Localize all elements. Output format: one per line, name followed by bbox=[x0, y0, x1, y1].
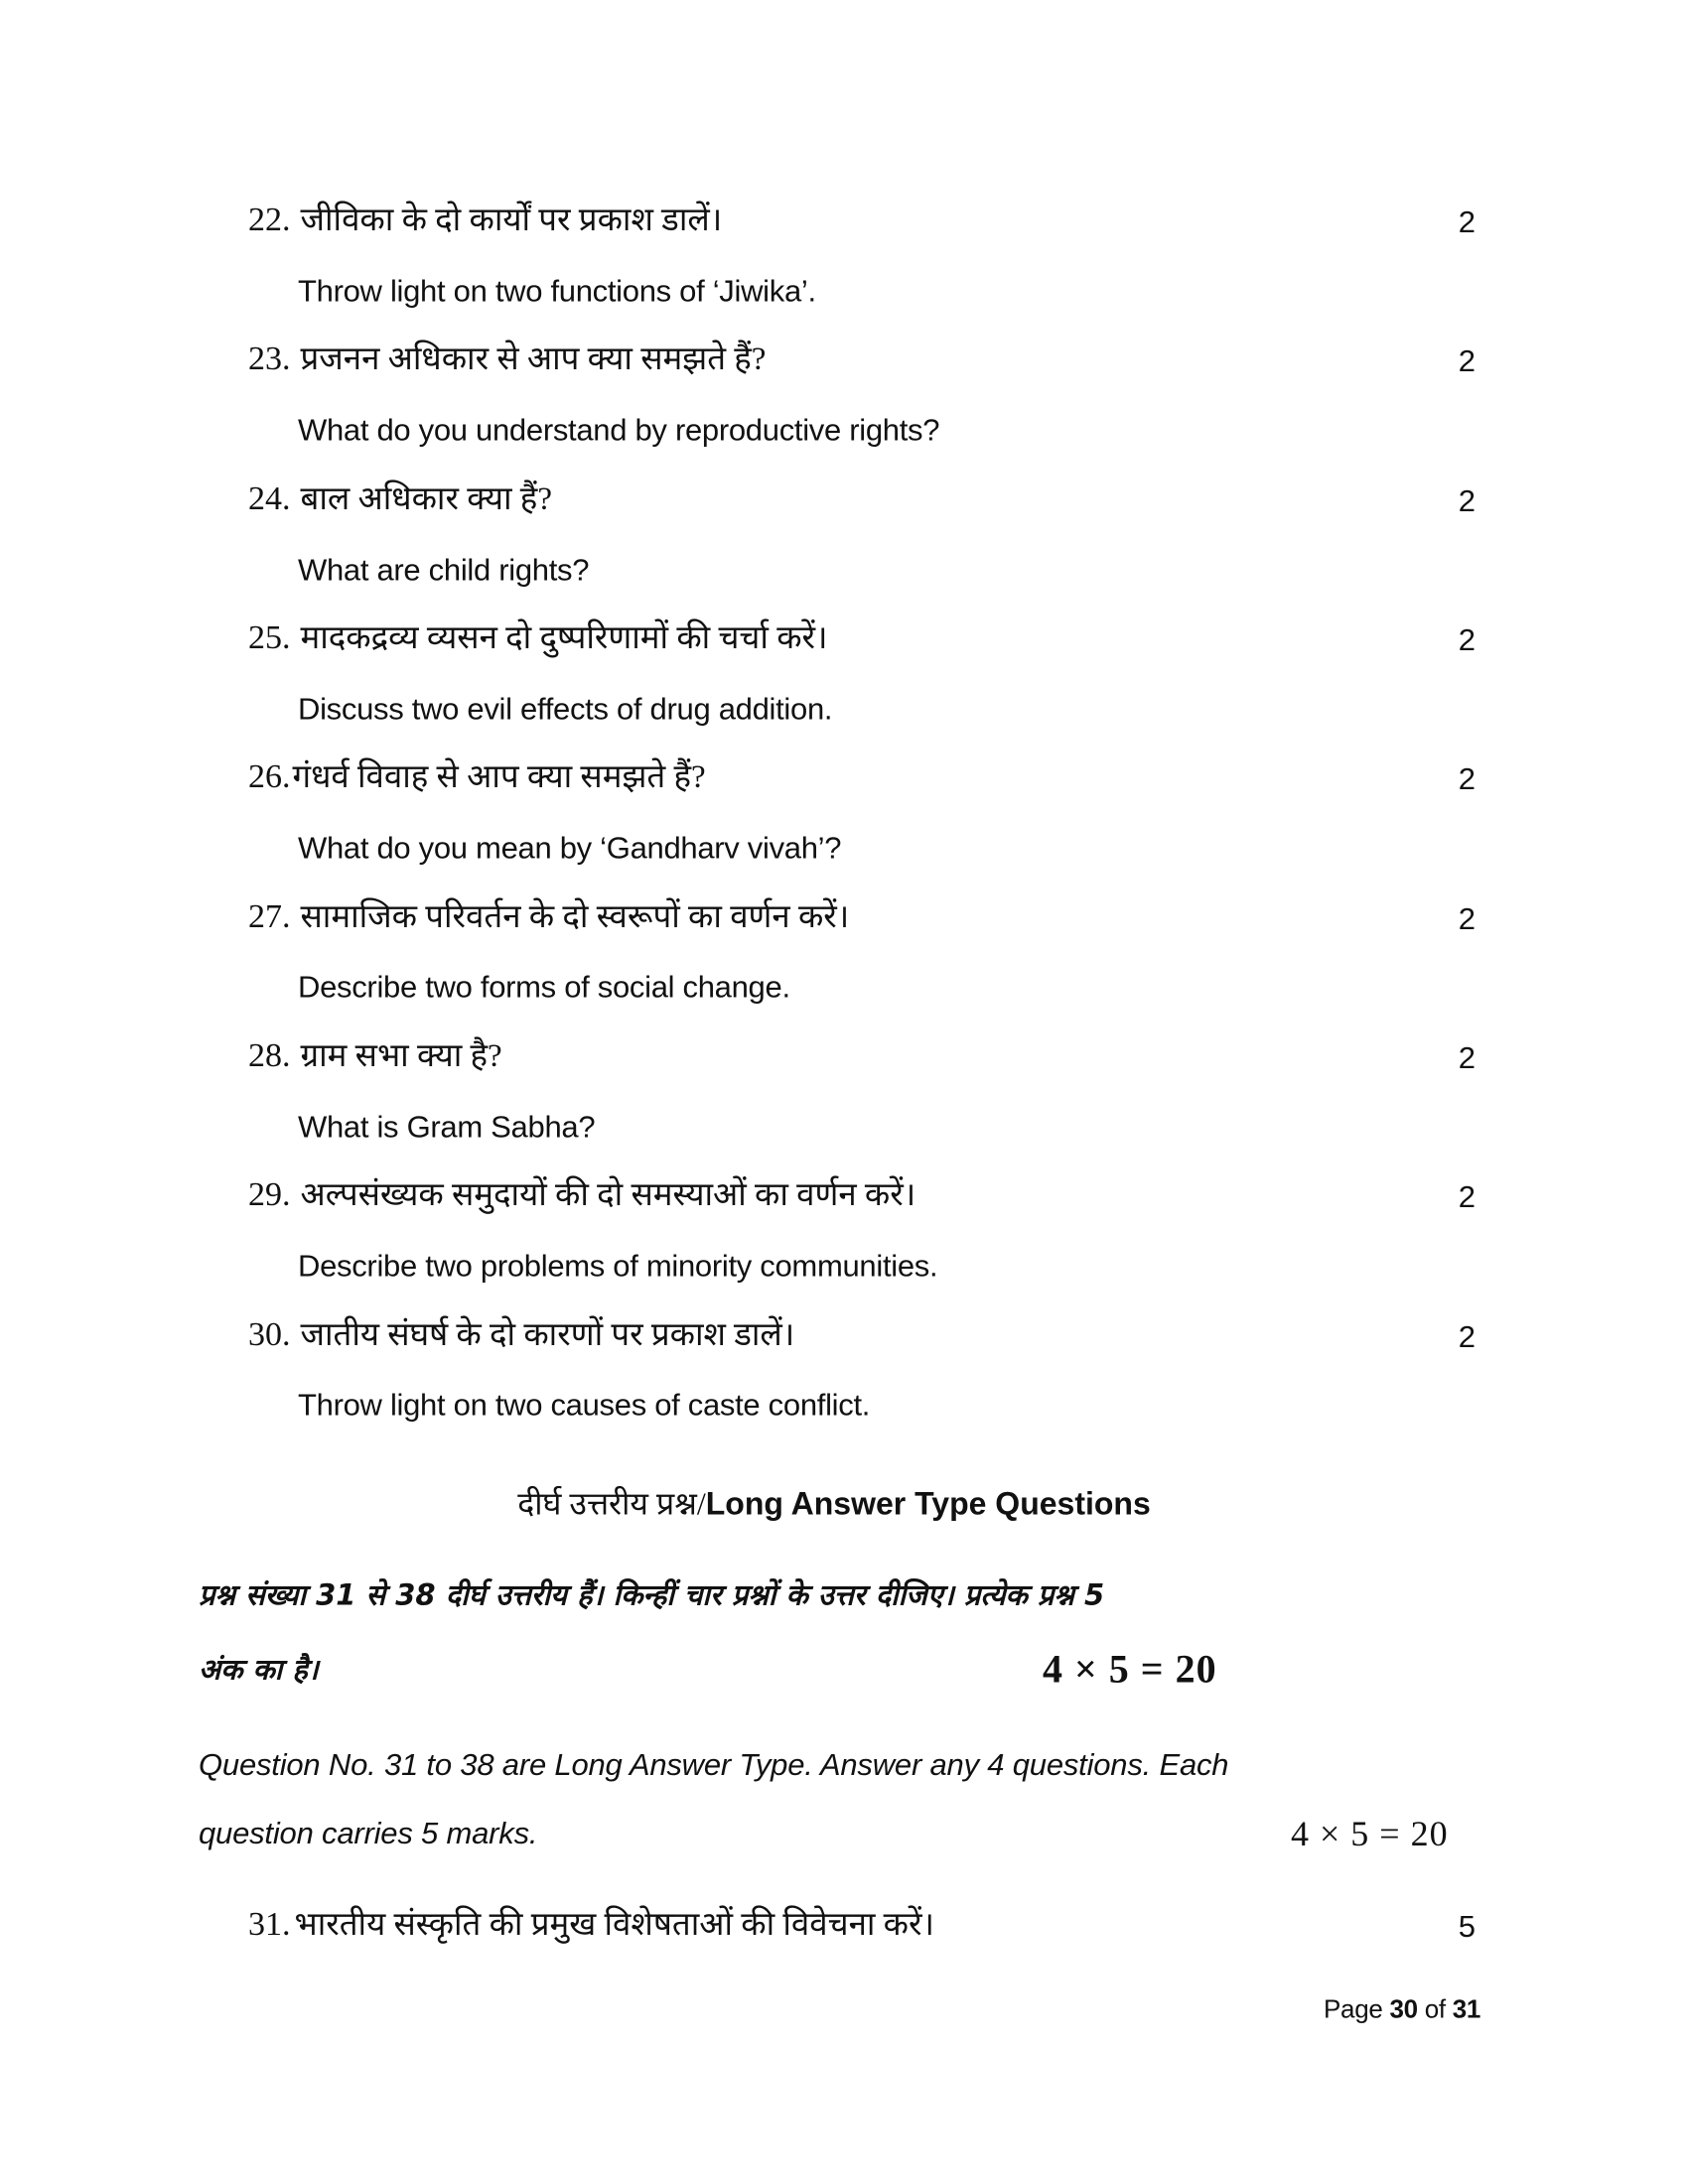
question-number: 30. bbox=[248, 1316, 291, 1353]
question-text-english: Throw light on two functions of ‘Jiwika’. bbox=[298, 273, 816, 309]
question-text-hindi: गंधर्व विवाह से आप क्या समझते हैं? bbox=[292, 759, 706, 795]
question-text-hindi: सामाजिक परिवर्तन के दो स्वरूपों का वर्णन करें। bbox=[300, 899, 850, 935]
section-heading-english: Long Answer Type Questions bbox=[705, 1485, 1151, 1522]
question-text-english: Describe two problems of minority communities. bbox=[298, 1248, 938, 1284]
question-hindi bbox=[248, 482, 552, 516]
instruction-hindi-line1: प्रश्न संख्या 31 से 38 दीर्घ उत्तरीय हैं। किन्हीं चार प्रश्नों के उत्तर दीजिए। प्रत्येक प्रश्न 5 bbox=[199, 1577, 1105, 1612]
question-text-english: What are child rights? bbox=[298, 552, 590, 588]
question-text-english: Throw light on two causes of caste conflict. bbox=[298, 1387, 871, 1423]
question-text-english: What is Gram Sabha? bbox=[298, 1109, 596, 1145]
page-number bbox=[1324, 1994, 1480, 2025]
page-middle: of bbox=[1417, 1993, 1453, 2024]
question-text-hindi: प्रजनन अधिकार से आप क्या समझते हैं? bbox=[300, 341, 767, 377]
question-marks: 2 bbox=[1458, 1179, 1476, 1214]
question-hindi bbox=[248, 1908, 934, 1942]
page-prefix: Page bbox=[1324, 1993, 1390, 2024]
question-marks: 2 bbox=[1458, 622, 1476, 657]
question-marks: 2 bbox=[1458, 761, 1476, 796]
question-hindi bbox=[248, 760, 706, 794]
question-hindi bbox=[248, 900, 849, 934]
question-number: 24. bbox=[248, 480, 291, 517]
question-text-hindi: ग्राम सभा क्या है? bbox=[300, 1038, 502, 1074]
question-marks: 2 bbox=[1458, 205, 1476, 239]
question-hindi bbox=[248, 1178, 915, 1212]
question-number: 22. bbox=[248, 202, 291, 238]
question-text-hindi: भारतीय संस्कृति की प्रमुख विशेषताओं की विवेचना करें। bbox=[294, 1907, 935, 1943]
instruction-hindi-line2: अंक का है। bbox=[199, 1652, 319, 1687]
question-number: 28. bbox=[248, 1037, 291, 1074]
instruction-english-line2: question carries 5 marks. bbox=[199, 1816, 538, 1850]
question-number: 23. bbox=[248, 341, 291, 377]
question-number: 31. bbox=[248, 1906, 291, 1943]
page-total: 31 bbox=[1452, 1993, 1481, 2024]
question-marks: 5 bbox=[1458, 1909, 1476, 1944]
page-current: 30 bbox=[1389, 1993, 1418, 2024]
section-heading bbox=[0, 1482, 1668, 1525]
question-number: 25. bbox=[248, 619, 291, 656]
question-number: 29. bbox=[248, 1176, 291, 1213]
question-hindi bbox=[248, 342, 766, 376]
question-marks: 2 bbox=[1458, 483, 1476, 518]
question-hindi bbox=[248, 204, 722, 237]
question-number: 27. bbox=[248, 898, 291, 935]
question-marks: 2 bbox=[1458, 901, 1476, 936]
marks-formula: 4 × 5 = 20 bbox=[1291, 1814, 1449, 1853]
section-heading-hindi: दीर्घ उत्तरीय प्रश्न/ bbox=[517, 1485, 706, 1522]
question-hindi bbox=[248, 1318, 794, 1352]
question-marks: 2 bbox=[1458, 343, 1476, 378]
question-text-hindi: जातीय संघर्ष के दो कारणों पर प्रकाश डालें। bbox=[300, 1317, 795, 1353]
question-text-hindi: मादकद्रव्य व्यसन दो दुष्परिणामों की चर्चा करें। bbox=[300, 620, 828, 656]
question-text-english: What do you mean by ‘Gandharv vivah’? bbox=[298, 830, 842, 866]
question-text-english: Discuss two evil effects of drug addition. bbox=[298, 691, 833, 727]
instruction-english-line1: Question No. 31 to 38 are Long Answer Type. Answer any 4 questions. Each bbox=[199, 1747, 1229, 1782]
question-text-hindi: जीविका के दो कार्यों पर प्रकाश डालें। bbox=[300, 203, 723, 238]
question-number: 26. bbox=[248, 758, 291, 795]
question-text-hindi: बाल अधिकार क्या हैं? bbox=[300, 481, 552, 517]
question-text-english: What do you understand by reproductive rights? bbox=[298, 412, 940, 448]
question-text-hindi: अल्पसंख्यक समुदायों की दो समस्याओं का वर्णन करें। bbox=[300, 1177, 916, 1213]
question-marks: 2 bbox=[1458, 1319, 1476, 1354]
question-hindi bbox=[248, 1039, 502, 1073]
question-marks: 2 bbox=[1458, 1040, 1476, 1075]
question-text-english: Describe two forms of social change. bbox=[298, 969, 790, 1005]
question-hindi bbox=[248, 621, 828, 655]
marks-formula-bold: 4 × 5 = 20 bbox=[1043, 1646, 1217, 1692]
